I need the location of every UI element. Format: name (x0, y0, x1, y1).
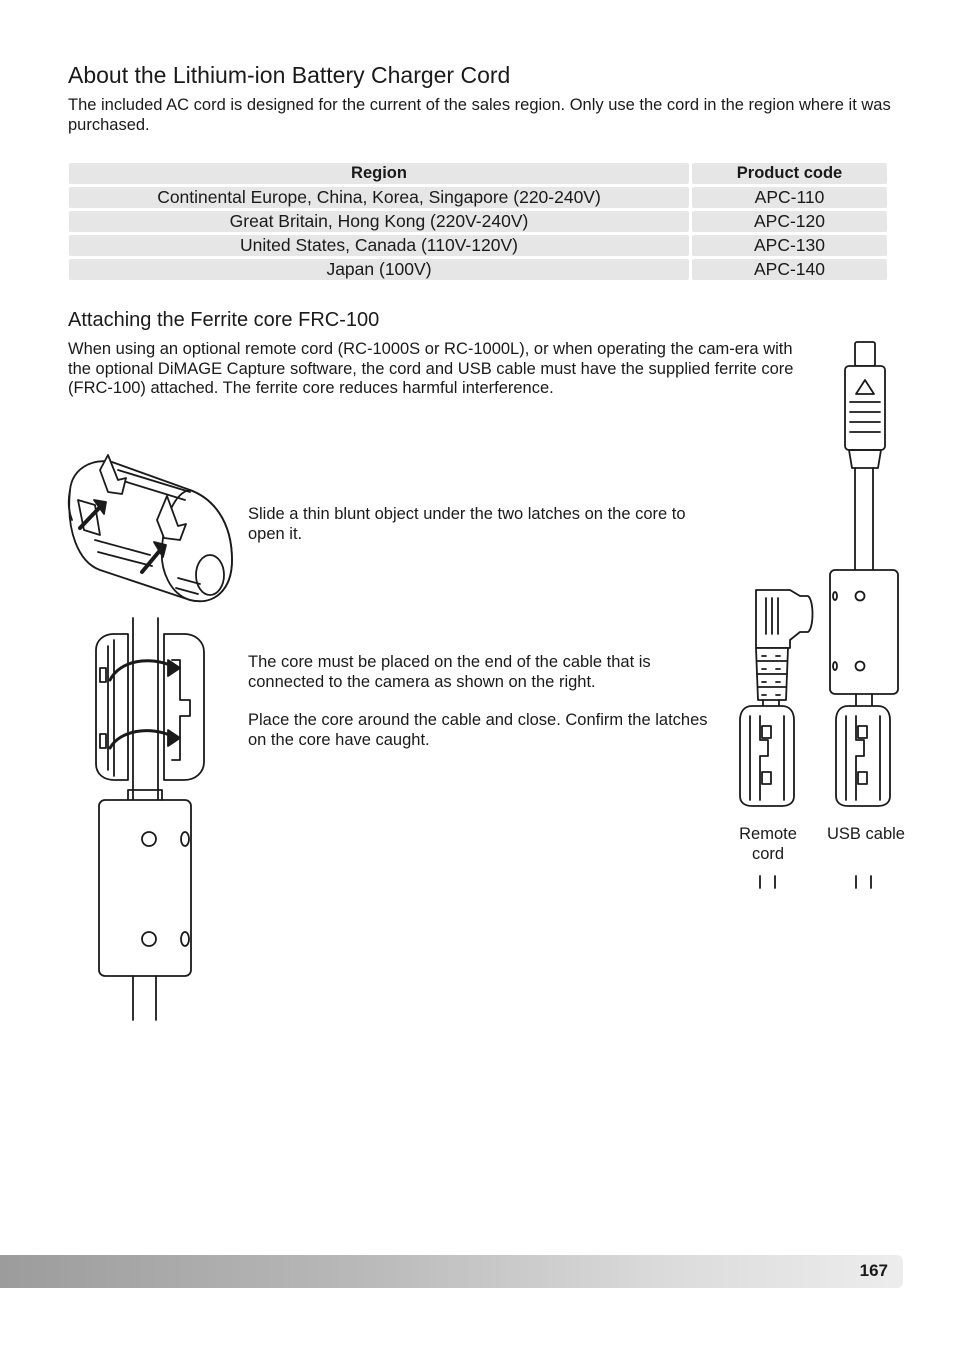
step-close-core: Place the core around the cable and close. Confirm the latches on the core have caught. (248, 711, 708, 749)
intro-paragraph: The included AC cord is designed for the current of the sales region. Only use the cord in the region where it was purchased. (68, 96, 891, 134)
ferrite-core-open-illustration (69, 455, 232, 601)
label-remote-cord: Remote cord (739, 825, 797, 863)
subsection-title: Attaching the Ferrite core FRC-100 (68, 309, 380, 331)
ferrite-paragraph: When using an optional remote cord (RC-1000S or RC-1000L), or when operating the cam-era with the optional DiMAGE Capture software, the cord and USB cable must have the supplied ferrite core (FRC-100) attached. The ferrite core reduces harmful interference. (68, 340, 794, 397)
step-open-core: Slide a thin blunt object under the two latches on the core to open it. (248, 505, 686, 543)
label-usb-cable: USB cable (827, 825, 905, 843)
header-product-code: Product code (692, 163, 887, 184)
step-placement: The core must be placed on the end of the cable that is connected to the camera as shown on the right. (248, 653, 651, 691)
cell-code: APC-140 (692, 259, 887, 280)
remote-cord-illustration (740, 590, 813, 888)
cell-code: APC-110 (692, 187, 887, 208)
cell-code: APC-120 (692, 211, 887, 232)
cell-region: United States, Canada (110V-120V) (69, 235, 689, 256)
cell-region: Continental Europe, China, Korea, Singapore (220-240V) (69, 187, 689, 208)
section-title: About the Lithium-ion Battery Charger Cord (68, 62, 511, 88)
header-region: Region (69, 163, 689, 184)
page-number: 167 (859, 1261, 888, 1280)
ferrite-core-close-illustration (96, 618, 204, 1020)
cell-region: Great Britain, Hong Kong (220V-240V) (69, 211, 689, 232)
footer-bar (0, 1255, 903, 1288)
cell-region: Japan (100V) (69, 259, 689, 280)
cell-code: APC-130 (692, 235, 887, 256)
usb-cable-illustration (830, 342, 898, 888)
